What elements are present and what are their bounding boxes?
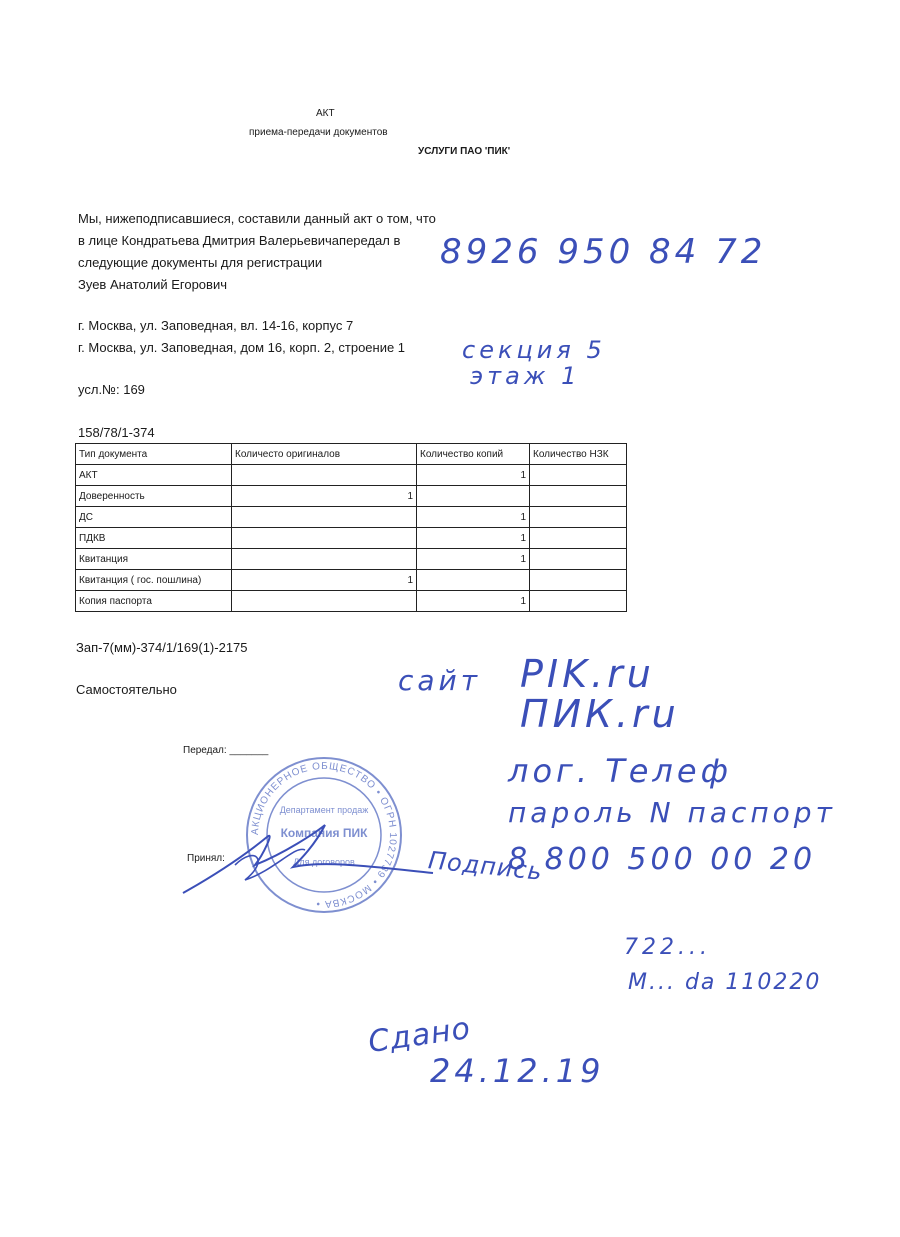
stamp-inner-top: Департамент продаж: [279, 805, 369, 815]
handwritten-site-cyrillic: ПИК.ru: [520, 692, 680, 736]
cond-number: усл.№: 169: [78, 382, 145, 397]
doc-number: 158/78/1-374: [78, 425, 155, 440]
table-row: [76, 465, 627, 486]
table-row: [76, 486, 627, 507]
cell-copies: [417, 486, 530, 507]
handwritten-date: 24.12.19: [430, 1052, 605, 1090]
stamp-inner-bottom: Для договоров: [293, 857, 355, 867]
cell-type: АКТ: [76, 465, 232, 486]
header-type: Тип документа: [76, 444, 232, 465]
receiver-signature: [175, 815, 435, 900]
handwritten-password: пароль N паспорт: [508, 796, 836, 829]
handwritten-login: лог. Телеф: [508, 752, 732, 790]
cell-nzk: [530, 465, 627, 486]
cell-copies: [417, 570, 530, 591]
doc-title: АКТ: [316, 108, 335, 119]
header-copies: Количество копий: [417, 444, 530, 465]
handwritten-phone: 8926 950 84 72: [440, 232, 767, 272]
cell-nzk: [530, 507, 627, 528]
table-row: [76, 528, 627, 549]
header-nzk: Количество НЗК: [530, 444, 627, 465]
cell-nzk: [530, 549, 627, 570]
cell-originals: [232, 507, 417, 528]
cell-originals: [232, 591, 417, 612]
handwritten-section: секция 5: [462, 336, 606, 364]
cell-type: ДС: [76, 507, 232, 528]
cell-nzk: [530, 570, 627, 591]
documents-table: [75, 443, 627, 612]
cell-type: Копия паспорта: [76, 591, 232, 612]
cell-type: Квитанция ( гос. пошлина): [76, 570, 232, 591]
service-name: УСЛУГИ ПАО 'ПИК': [418, 146, 511, 157]
cell-copies: 1: [417, 465, 530, 486]
handwritten-site-label: сайт: [398, 664, 482, 697]
cell-nzk: [530, 486, 627, 507]
cell-originals: 1: [232, 570, 417, 591]
cell-type: Доверенность: [76, 486, 232, 507]
cell-nzk: [530, 591, 627, 612]
cell-originals: [232, 549, 417, 570]
cell-copies: 1: [417, 591, 530, 612]
address-line-1: г. Москва, ул. Заповедная, вл. 14-16, корпус 7: [78, 318, 354, 333]
table-row: [76, 591, 627, 612]
table-row: [76, 549, 627, 570]
client-name: Зуев Анатолий Егорович: [78, 277, 227, 292]
intro-line-1: Мы, нижеподписавшиеся, составили данный акт о том, что: [78, 211, 436, 226]
cell-copies: 1: [417, 507, 530, 528]
received-by-label: Принял:: [187, 853, 225, 864]
cell-copies: 1: [417, 528, 530, 549]
handwritten-hotline: 8 800 500 00 20: [508, 842, 817, 877]
cell-copies: 1: [417, 549, 530, 570]
handwritten-extra-1: 722...: [624, 935, 711, 960]
cell-nzk: [530, 528, 627, 549]
stamp-inner-name: Компания ПИК: [280, 826, 368, 840]
handwritten-signed-word: Подпись: [426, 846, 545, 886]
cell-originals: [232, 528, 417, 549]
submission-mode: Самостоятельно: [76, 682, 177, 697]
table-row: [76, 570, 627, 591]
transferred-by-label: Передал: _______: [183, 745, 269, 756]
table-header-row: [76, 444, 627, 465]
cell-originals: [232, 465, 417, 486]
reference-number: Зап-7(мм)-374/1/169(1)-2175: [76, 640, 248, 655]
cell-type: ПДКВ: [76, 528, 232, 549]
cell-type: Квитанция: [76, 549, 232, 570]
handwritten-site-latin: PIK.ru: [520, 652, 655, 696]
handwritten-floor: этаж 1: [470, 362, 581, 390]
handwritten-extra-2: M... da 110220: [628, 970, 822, 995]
address-line-2: г. Москва, ул. Заповедная, дом 16, корп. 2, строение 1: [78, 340, 406, 355]
handwritten-given: Сдано: [366, 1010, 473, 1061]
stamp-ring-text: АКЦИОНЕРНОЕ ОБЩЕСТВО • ОГРН 1027739 • МОСКВА •: [249, 760, 399, 910]
intro-line-3: следующие документы для регистрации: [78, 255, 323, 270]
cell-originals: 1: [232, 486, 417, 507]
header-originals: Количесто оригиналов: [232, 444, 417, 465]
table-row: [76, 507, 627, 528]
doc-subtitle: приема-передачи документов: [249, 127, 388, 138]
intro-line-2: в лице Кондратьева Дмитрия Валерьевичапередал в: [78, 233, 401, 248]
